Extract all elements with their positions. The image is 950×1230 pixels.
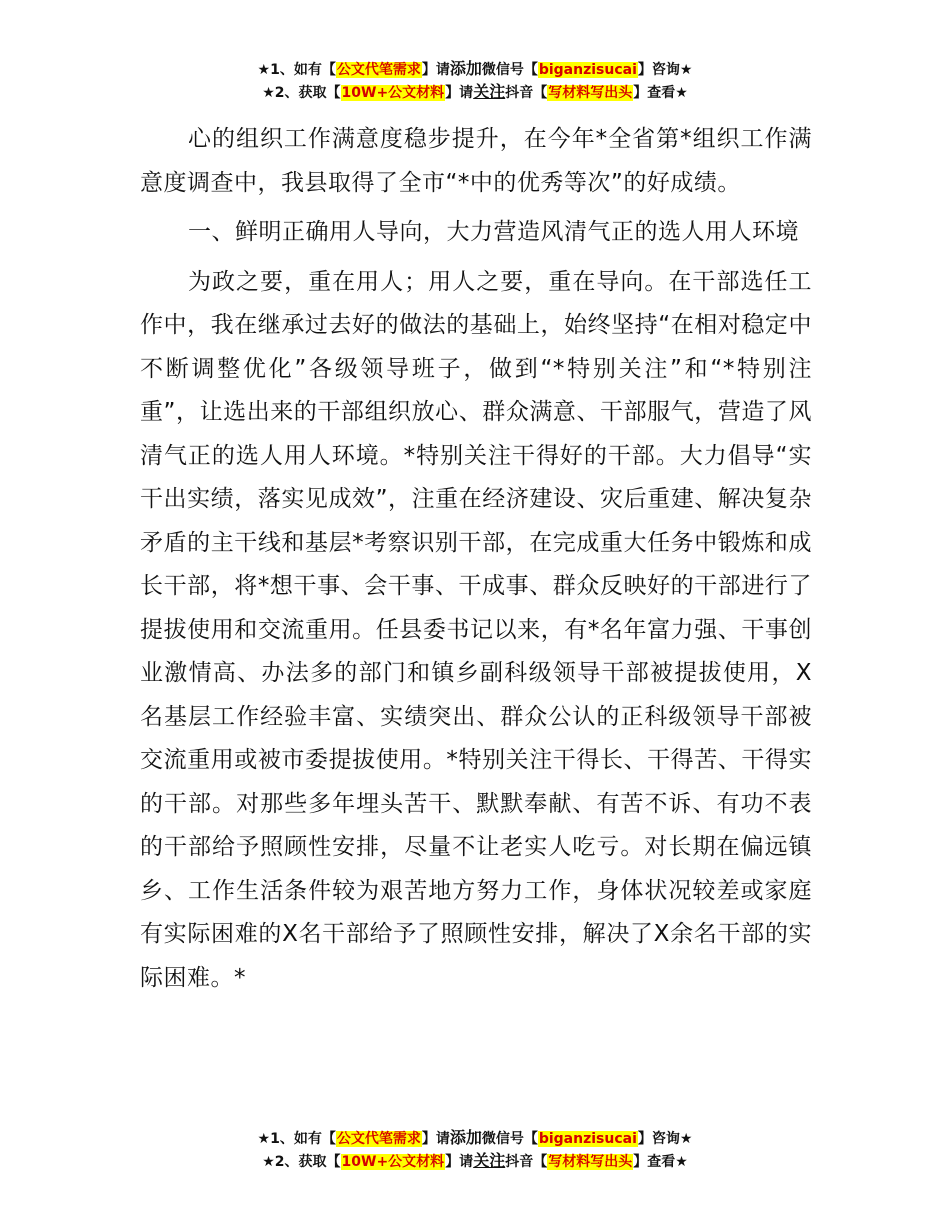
banner-text: ★2、获取【 — [262, 1154, 341, 1170]
banner-emphasis: 关注 — [473, 82, 506, 101]
banner-highlight: 写材料写出头 — [548, 1154, 633, 1170]
banner-text: 微信号【 — [481, 62, 538, 78]
footer-banner — [0, 1127, 950, 1173]
banner-text: 】查看★ — [633, 85, 688, 101]
banner-line-1 — [0, 1127, 950, 1150]
banner-highlight: 10W+公文材料 — [341, 85, 445, 101]
banner-text: ★1、如有【 — [257, 1131, 336, 1147]
banner-text: ★1、如有【 — [257, 62, 336, 78]
banner-highlight: biganzisucai — [538, 1131, 637, 1147]
banner-line-1 — [0, 58, 950, 81]
banner-text: 】咨询★ — [637, 62, 693, 78]
header-banner — [0, 58, 950, 104]
banner-highlight: biganzisucai — [538, 62, 637, 78]
banner-text: 抖音【 — [505, 85, 548, 101]
banner-highlight: 公文代笔需求 — [336, 1131, 421, 1147]
banner-highlight: 写材料写出头 — [548, 85, 633, 101]
banner-emphasis: 添加 — [449, 59, 482, 78]
banner-line-2 — [0, 1150, 950, 1173]
banner-highlight: 公文代笔需求 — [336, 62, 421, 78]
banner-text: 】咨询★ — [637, 1131, 693, 1147]
banner-text: 】查看★ — [633, 1154, 688, 1170]
banner-line-2 — [0, 81, 950, 104]
banner-text: 】请 — [421, 1131, 450, 1147]
paragraph-main: 为政之要，重在用人；用人之要，重在导向。在干部选任工作中，我在继承过去好的做法的基础上，始终坚持“在相对稳定中不断调整优化”各级领导班子，做到“*特别关注”和“*特别注重”，让选出来的干部组织放心、群众满意、干部服气，营造了风清气正的选人用人环境。*特别关注干得好的干部。大力倡导“实干出实绩，落实见成效”，注重在经济建设、灾后重建、解决复杂矛盾的主干线和基层*考察识别干部，在完成重大任务中锻炼和成长干部，将*想干事、会干事、干成事、群众反映好的干部进行了提拔使用和交流重用。任县委书记以来，有*名年富力强、干事创业激情高、办法多的部门和镇乡副科级领导干部被提拔使用，X名基层工作经验丰富、实绩突出、群众公认的正科级领导干部被交流重用或被市委提拔使用。*特别关注干得长、干得苦、干得实的干部。对那些多年埋头苦干、默默奉献、有苦不诉、有功不表的干部给予照顾性安排，尽量不让老实人吃亏。对长期在偏远镇乡、工作生活条件较为艰苦地方努力工作，身体状况较差或家庭有实际困难的X名干部给予了照顾性安排，解决了X余名干部的实际困难。* — [140, 268, 812, 991]
banner-text: 抖音【 — [505, 1154, 548, 1170]
banner-emphasis: 关注 — [473, 1151, 506, 1170]
banner-text: 】请 — [445, 85, 474, 101]
banner-text: ★2、获取【 — [262, 85, 341, 101]
banner-highlight: 10W+公文材料 — [341, 1154, 445, 1170]
banner-text: 】请 — [421, 62, 450, 78]
banner-text: 微信号【 — [481, 1131, 538, 1147]
banner-text: 】请 — [445, 1154, 474, 1170]
banner-emphasis: 添加 — [449, 1128, 482, 1147]
paragraph-intro: 心的组织工作满意度稳步提升，在今年*全省第*组织工作满意度调查中，我县取得了全市“*中的优秀等次”的好成绩。 — [140, 126, 812, 196]
document-body — [140, 118, 812, 1000]
section-heading: 一、鲜明正确用人导向，大力营造风清气正的选人用人环境 — [188, 219, 799, 245]
